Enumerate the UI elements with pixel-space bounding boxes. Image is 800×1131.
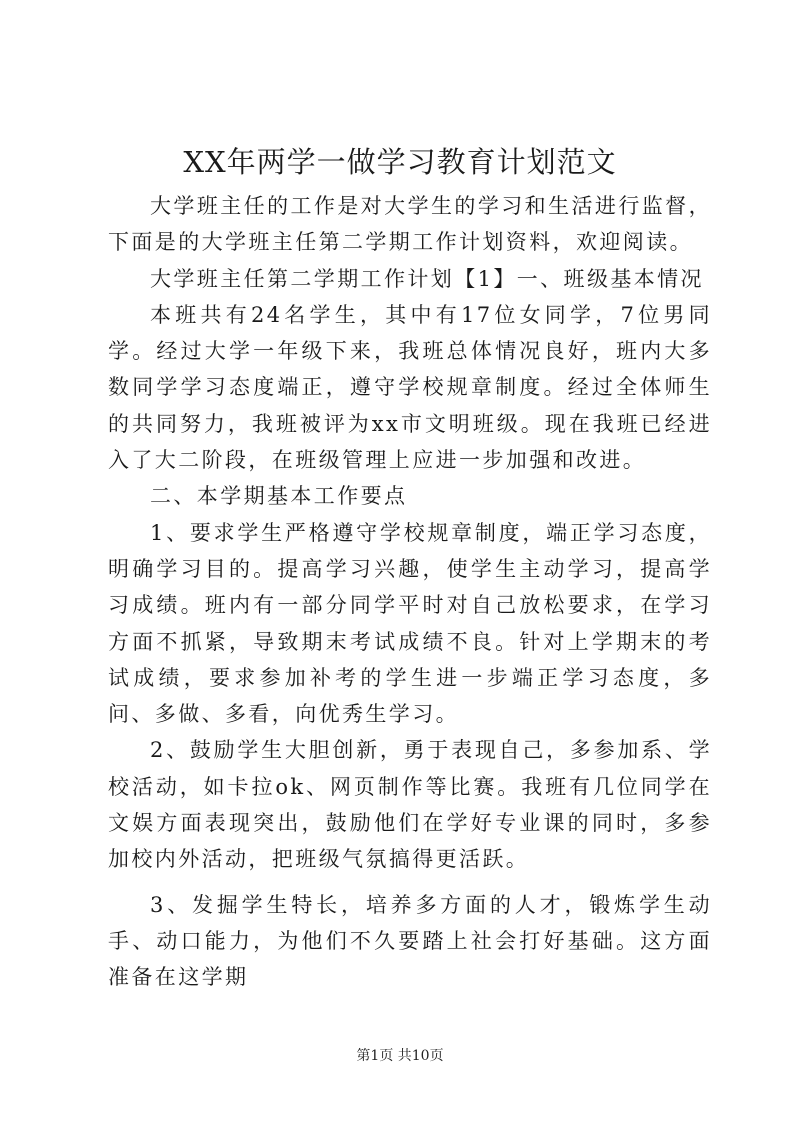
paragraph-section-heading: 二、本学期基本工作要点: [150, 484, 408, 509]
page-footer: 第1页 共10页: [356, 1048, 444, 1064]
paragraph-plan-heading: 大学班主任第二学期工作计划【1】一、班级基本情况: [150, 266, 704, 291]
paragraph-class-situation: 本班共有24名学生，其中有17位女同学，7位男同学。经过大学一年级下来，我班总体情况良好，班内大多数同学学习态度端正，遵守学校规章制度。经过全体师生的共同努力，我班被评为xx市文明班级。现在我班已经进入了大二阶段，在班级管理上应进一步加强和改进。: [108, 302, 712, 473]
paragraph-point-1: 1、要求学生严格遵守学校规章制度，端正学习态度，明确学习目的。提高学习兴趣，使学生主动学习，提高学习成绩。班内有一部分同学平时对自己放松要求，在学习方面不抓紧，导致期末考试成绩不良。针对上学期末的考试成绩，要求参加补考的学生进一步端正学习态度，多问、多做、多看，向优秀生学习。: [108, 520, 712, 727]
paragraph-point-2: 2、鼓励学生大胆创新，勇于表现自己，多参加系、学校活动，如卡拉ok、网页制作等比赛。我班有几位同学在文娱方面表现突出，鼓励他们在学好专业课的同时，多参加校内外活动，把班级气氛搞得更活跃。: [108, 738, 712, 872]
document-body: [108, 188, 712, 996]
paragraph-point-3: 3、发掘学生特长，培养多方面的人才，锻炼学生动手、动口能力，为他们不久要踏上社会打好基础。这方面准备在这学期: [108, 892, 712, 990]
document-title: XX年两学一做学习教育计划范文: [183, 145, 617, 179]
paragraph-intro: 大学班主任的工作是对大学生的学习和生活进行监督，下面是的大学班主任第二学期工作计划资料，欢迎阅读。: [108, 194, 712, 255]
